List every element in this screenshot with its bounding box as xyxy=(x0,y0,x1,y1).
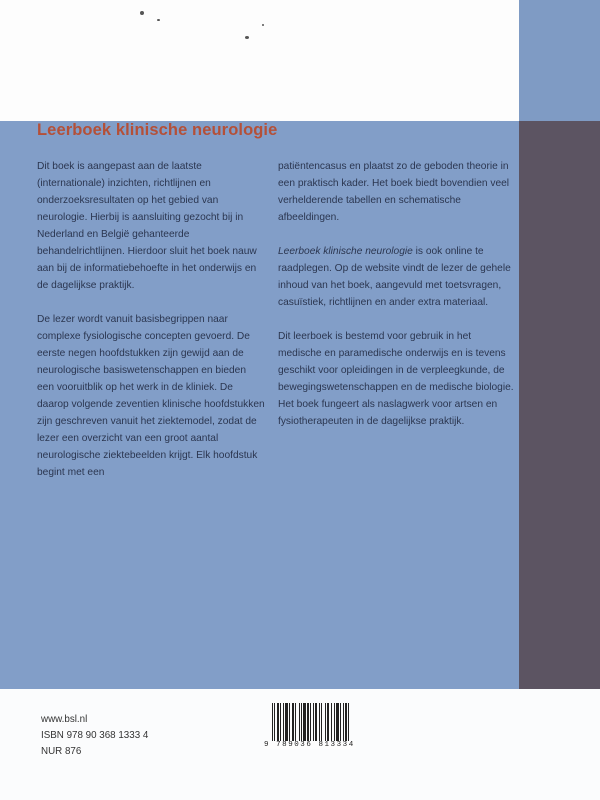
right-text-column xyxy=(278,158,514,447)
barcode-bars xyxy=(272,703,362,743)
dust-speck xyxy=(245,36,249,39)
paragraph-online xyxy=(278,243,514,311)
dust-speck xyxy=(157,19,160,21)
isbn-barcode xyxy=(264,703,364,753)
publisher-info xyxy=(41,712,148,760)
top-white-area xyxy=(0,0,519,121)
paragraph-audience: Dit leerboek is bestemd voor gebruik in het medische en paramedische onderwijs en is tevens geschikt voor opleidingen in de verpleegkunde, de bewegingswetenschappen en de medische biologie. Het boek fungeert als naslagwerk voor artsen en fysiotherapeuten in de dagelijkse praktijk. xyxy=(278,331,514,427)
dust-speck xyxy=(140,11,144,15)
book-title: Leerboek klinische neurologie xyxy=(37,121,278,139)
barcode-number: 9 789036 813334 xyxy=(264,741,355,749)
left-text-column xyxy=(37,158,265,498)
nur-code: NUR 876 xyxy=(41,746,82,757)
website-link[interactable]: www.bsl.nl xyxy=(41,714,88,725)
isbn-text: ISBN 978 90 368 1333 4 xyxy=(41,730,149,741)
online-text: is ook online te raadplegen. Op de website vindt de lezer de gehele inhoud van het boek, aangevuld met toetsvragen, casuïstiek, richtlijnen en ander extra materiaal. xyxy=(278,246,511,308)
paragraph-intro: Dit boek is aangepast aan de laatste (internationale) inzichten, richtlijnen en onderzoeksresultaten op het gebied van neurologie. Hierbij is aansluiting gezocht bij in Nederland en België gehanteerde behandelrichtlijnen. Hierdoor sluit het boek nauw aan bij de informatiebehoefte in het onderwijs en de dagelijkse praktijk. xyxy=(37,161,257,291)
paragraph-casus: patiëntencasus en plaatst zo de geboden theorie in een praktisch kader. Het boek biedt bovendien veel verhelderende tabellen en schematische afbeeldingen. xyxy=(278,161,510,223)
right-dark-strip xyxy=(519,121,600,689)
top-right-blue-strip xyxy=(519,0,600,121)
paragraph-structure: De lezer wordt vanuit basisbegrippen naar complexe fysiologische concepten gevoerd. De eerste negen hoofdstukken zijn gewijd aan de neurologische basiswetenschappen en bieden een vooruitblik op het werk in de kliniek. De daarop volgende zeventien klinische hoofdstukken zijn geschreven vanuit het ziektemodel, zodat de lezer een overzicht van een groot aantal neurologische ziektebeelden krijgt. Elk hoofdstuk begint met een xyxy=(37,314,265,478)
book-title-italic: Leerboek klinische neurologie xyxy=(278,246,413,257)
dust-speck xyxy=(262,24,264,26)
